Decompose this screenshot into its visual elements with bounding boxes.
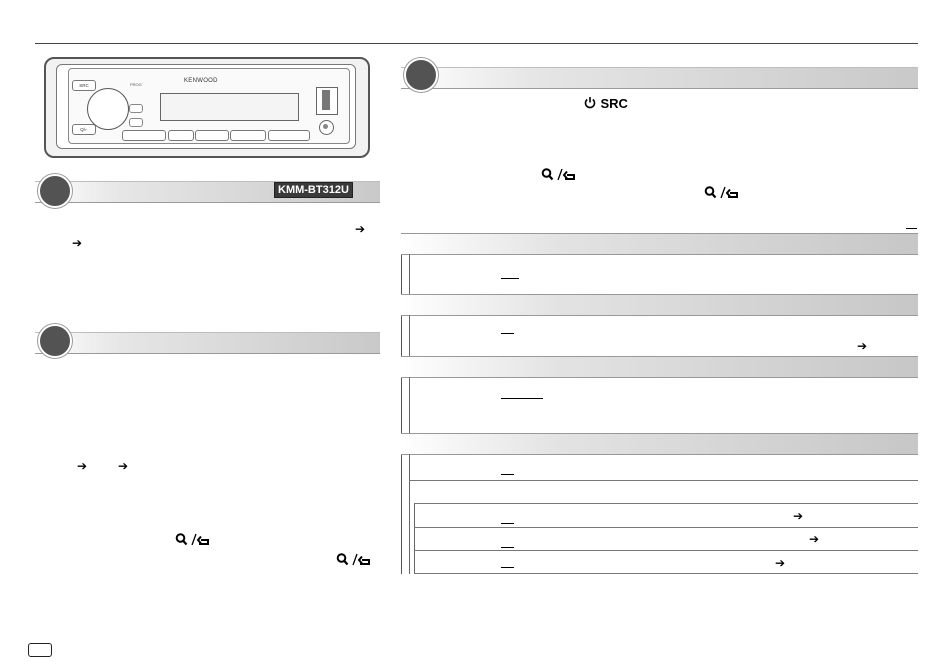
arrow-right-icon: ➔ [355,222,366,236]
device-small-button [129,118,143,127]
device-preset-button [230,130,266,141]
table-indent-line [409,254,410,294]
table-category-bar [401,294,918,316]
device-preset-button [195,130,229,141]
power-icon [584,96,596,109]
table-indent-line [409,315,410,356]
search-back-svg [704,185,740,201]
default-marker [501,278,519,279]
table-row-divider [414,550,918,551]
arrow-right-icon: ➔ [809,532,820,546]
arrow-right-icon: ➔ [775,556,786,570]
device-volume-knob [87,88,129,130]
device-preset-button [168,130,194,141]
table-category-bar [401,233,918,255]
search-back-svg [541,167,577,183]
device-search-button: Q/⌐ [72,124,96,135]
top-rule [35,43,918,44]
section-heading-bar [401,67,918,89]
table-category-bar [401,433,918,455]
arrow-right-icon: ➔ [77,459,88,473]
step-circle-icon [38,324,72,358]
arrow-right-icon: ➔ [857,339,868,353]
device-preset-button [122,130,166,141]
model-badge: KMM-BT312U [274,182,353,198]
default-marker [501,547,514,548]
table-indent-line [409,454,410,574]
table-row-divider [414,527,918,528]
table-left-border [401,233,402,574]
language-tab [28,643,52,657]
default-marker [501,567,514,568]
table-category-bar [401,356,918,378]
device-prog-label: PROG [130,82,142,87]
arrow-right-icon: ➔ [118,459,129,473]
default-marker [501,398,543,399]
table-sub-indent-line [414,503,415,574]
device-brand-label: KENWOOD [184,78,218,84]
default-marker [906,228,917,229]
device-src-button: SRC [72,80,96,91]
arrow-right-icon: ➔ [793,509,804,523]
arrow-right-icon: ➔ [72,236,83,250]
device-small-button [129,104,143,113]
search-back-svg [336,552,372,568]
section-heading-bar [35,332,380,354]
search-back-icon [541,167,577,188]
search-back-icon [704,185,740,206]
device-usb-slot [322,90,330,110]
search-back-svg [175,532,211,548]
device-aux-jack-inner [323,124,328,129]
device-display [160,93,299,121]
search-back-icon [175,532,211,553]
table-row-divider [414,503,918,504]
step-circle-icon [404,58,438,92]
default-marker [501,333,514,334]
default-marker [501,523,514,524]
table-row-divider [414,573,918,574]
table-row-divider [409,480,918,481]
search-back-icon [336,552,372,573]
default-marker [501,474,514,475]
step-circle-icon [38,174,72,208]
power-src-label: SRC [584,95,628,113]
table-indent-line [409,377,410,433]
device-preset-button [268,130,310,141]
